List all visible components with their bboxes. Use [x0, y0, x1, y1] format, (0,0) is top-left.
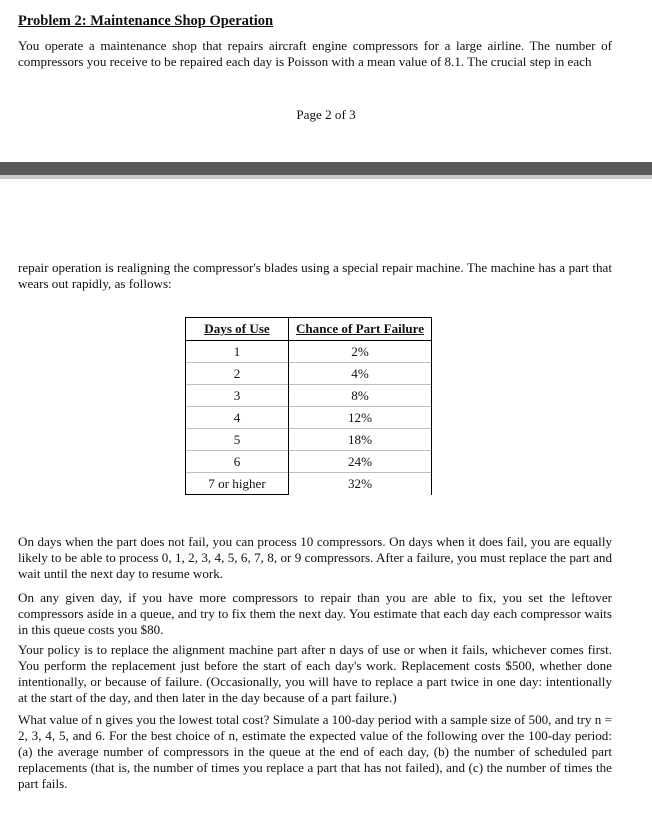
days-cell: 6 [186, 451, 289, 473]
intro-paragraph: You operate a maintenance shop that repairs aircraft engine compressors for a large airline. The number of compressors you receive to be repaired each day is Poisson with a mean value of 8.1. The crucial step in each [18, 38, 612, 69]
header-days-of-use: Days of Use [186, 318, 289, 341]
replacement-policy-paragraph: Your policy is to replace the alignment machine part after n days of use or when it fails, whichever comes first. You perform the replacement just before the start of each day's work. Replacement costs $500, whether done intentionally, or because of failure. (Occasionally, you will have to replace a part twice in one day: intentionally at the start of the day, and then later in the day because of a part failure.) [18, 642, 612, 705]
days-cell: 2 [186, 363, 289, 385]
chance-cell: 18% [289, 429, 432, 451]
page-number: Page 2 of 3 [296, 107, 356, 122]
processing-paragraph: On days when the part does not fail, you can process 10 compressors. On days when it does fail, you are equally likely to be able to process 0, 1, 2, 3, 4, 5, 6, 7, 8, or 9 compressors. After a failure, you must replace the part and wait until the next day to resume work. [18, 534, 612, 581]
table-row [186, 473, 432, 495]
days-cell: 1 [186, 341, 289, 363]
page-break-divider [0, 162, 652, 175]
table-row [186, 407, 432, 429]
days-cell: 5 [186, 429, 289, 451]
part-failure-table [185, 317, 432, 495]
table-row [186, 363, 432, 385]
days-cell: 3 [186, 385, 289, 407]
chance-cell: 4% [289, 363, 432, 385]
header-chance-of-failure: Chance of Part Failure [289, 318, 432, 341]
chance-cell: 32% [289, 473, 432, 495]
table-row [186, 385, 432, 407]
days-cell: 4 [186, 407, 289, 429]
chance-cell: 2% [289, 341, 432, 363]
chance-cell: 8% [289, 385, 432, 407]
queue-cost-paragraph: On any given day, if you have more compressors to repair than you are able to fix, you set the leftover compressors aside in a queue, and try to fix them the next day. You estimate that each day each compressor waits in this queue costs you $80. [18, 590, 612, 637]
chance-cell: 24% [289, 451, 432, 473]
days-cell: 7 or higher [186, 473, 289, 495]
table-header-row [186, 318, 432, 341]
question-paragraph: What value of n gives you the lowest total cost? Simulate a 100-day period with a sample size of 500, and try n = 2, 3, 4, 5, and 6. For the best choice of n, estimate the expected value of the following over the 100-day period: (a) the average number of compressors in the queue at the end of each day, (b) the number of scheduled part replacements (that is, the number of times you replace a part that has not failed), and (c) the number of times the part fails. [18, 712, 612, 791]
page-break-shadow [0, 175, 652, 179]
chance-cell: 12% [289, 407, 432, 429]
problem-title: Problem 2: Maintenance Shop Operation [18, 13, 274, 29]
table-row [186, 451, 432, 473]
continuation-paragraph: repair operation is realigning the compressor's blades using a special repair machine. The machine has a part that wears out rapidly, as follows: [18, 260, 612, 291]
table-row [186, 341, 432, 363]
table-row [186, 429, 432, 451]
